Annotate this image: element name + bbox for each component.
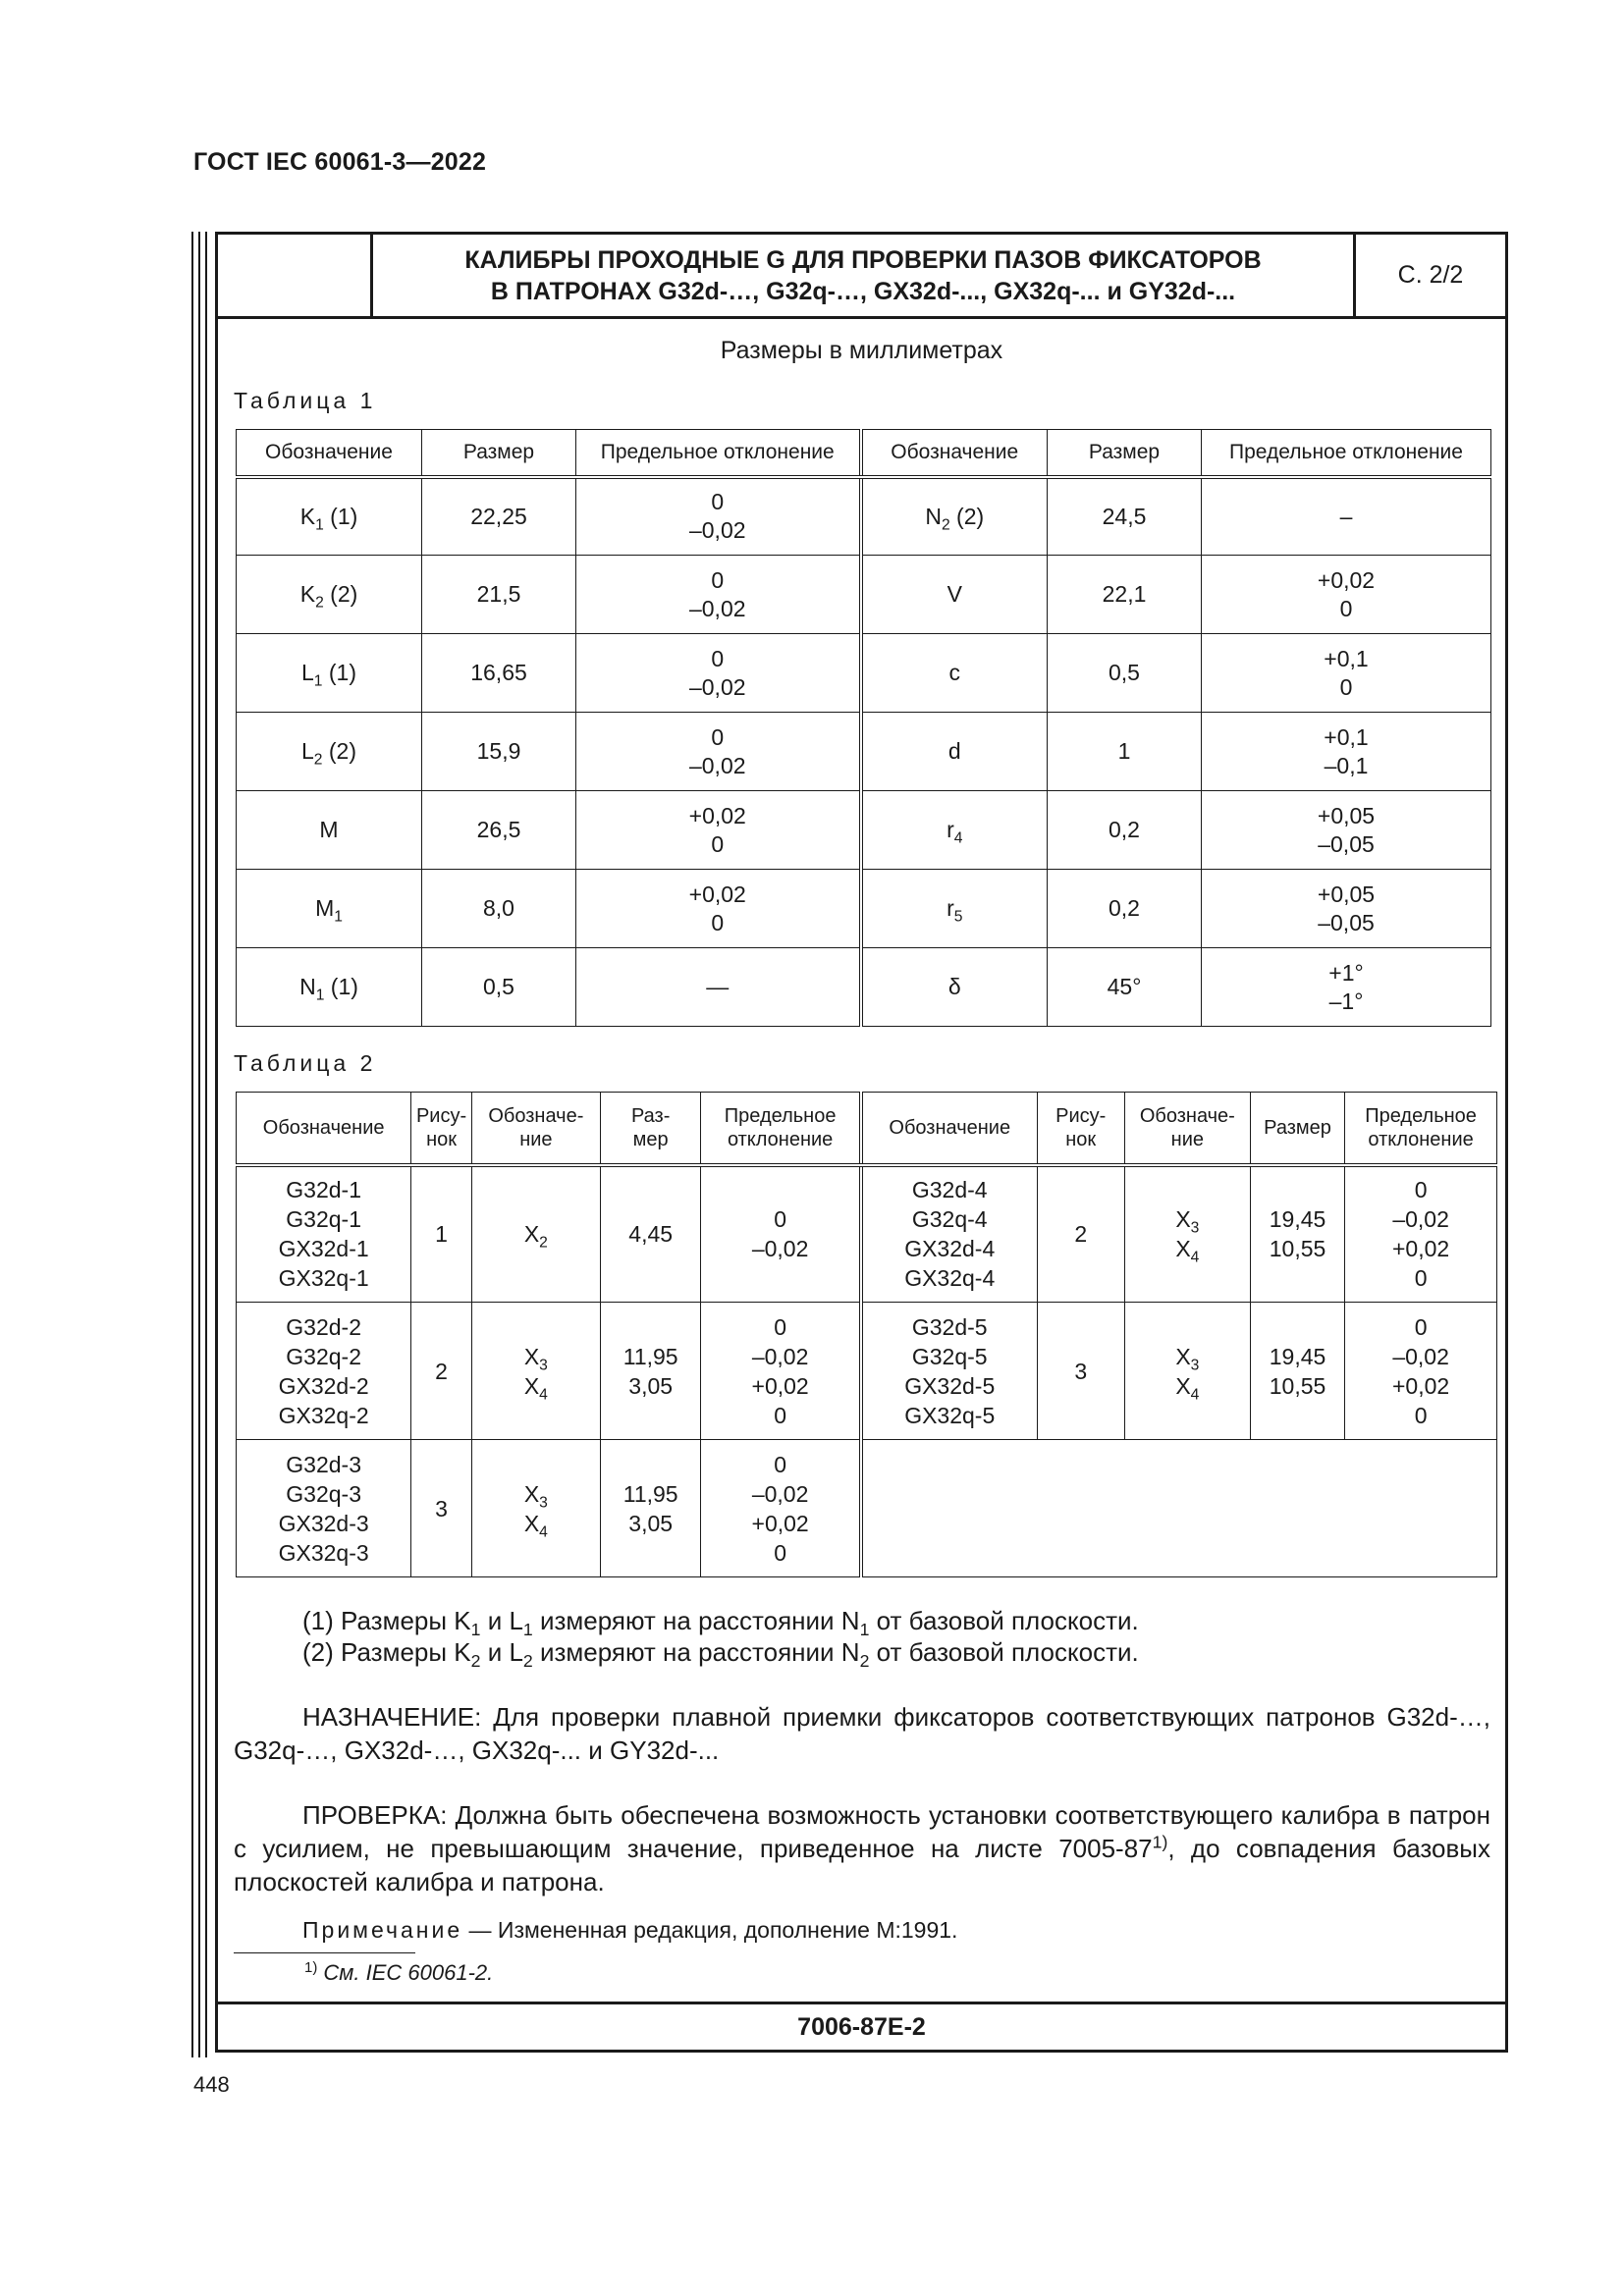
tolerance-value: 0 — [1414, 1177, 1428, 1203]
designation-subscript: 2 — [313, 751, 323, 769]
tolerance-cell — [1202, 713, 1491, 791]
table1-header-designation: Обозначение — [861, 430, 1048, 477]
lamp-type: G32d-3 — [286, 1451, 361, 1477]
designation-text: L — [301, 738, 314, 764]
lamp-types-cell — [861, 1165, 1037, 1303]
designation-suffix: (1) — [322, 660, 356, 685]
size-value: 19,45 — [1269, 1343, 1326, 1369]
lamp-type: G32q-1 — [286, 1206, 361, 1233]
tolerance-value: +0,02 — [688, 802, 746, 828]
remark — [302, 1913, 1490, 1947]
size-cell — [600, 1303, 700, 1440]
tolerance-value: +0,02 — [1391, 1372, 1450, 1399]
size-cell: 16,65 — [422, 634, 576, 713]
tolerance-value: –0,02 — [751, 1236, 809, 1262]
table2-header-size: Размер — [1250, 1093, 1344, 1165]
table2-header-size — [600, 1093, 700, 1165]
size-value: 3,05 — [628, 1372, 674, 1399]
tolerance-value: –0,02 — [751, 1343, 809, 1369]
table2-header-designation: Обозначение — [237, 1093, 411, 1165]
symbol-subscript: 2 — [539, 1234, 548, 1252]
size-cell: 1 — [1048, 713, 1202, 791]
sheet-footer-code: 7006-87E-2 — [218, 2002, 1505, 2050]
symbol-subscript: 4 — [539, 1385, 548, 1403]
designation-suffix: (1) — [323, 503, 358, 529]
designation-cell — [861, 556, 1048, 634]
tolerance-cell — [701, 1165, 861, 1303]
tolerance-cell — [1345, 1303, 1497, 1440]
binding-line — [198, 232, 200, 2057]
footnote-mark: 1) — [304, 1958, 318, 1976]
tolerance-value: –0,02 — [688, 673, 746, 700]
sheet-header — [218, 235, 1505, 319]
table-row — [237, 791, 1491, 870]
designation-text: K — [299, 503, 316, 529]
table1-header-size: Размер — [1048, 430, 1202, 477]
table2-header-symbol-part-1: Обозначе- — [1139, 1104, 1235, 1127]
size-cell: 24,5 — [1048, 477, 1202, 556]
note-2 — [302, 1635, 1490, 1672]
binding-line — [191, 232, 193, 2057]
lamp-types-cell — [237, 1303, 411, 1440]
tolerance-value: 0 — [1414, 1265, 1428, 1292]
designation-text: δ — [947, 974, 961, 999]
table2-header-size-part-2: мер — [632, 1128, 669, 1150]
designation-suffix: (2) — [949, 503, 985, 529]
designation-cell — [861, 948, 1048, 1027]
lamp-types-cell — [861, 1303, 1037, 1440]
table1-body — [237, 477, 1491, 1027]
check-text: ПРОВЕРКА: Должна быть обеспечена возможность установки соответствующего калибра в патрон с усилием, не превышающим значение, приведенное на листе 7005-87 — [234, 1800, 1490, 1863]
figure-cell: 2 — [411, 1303, 471, 1440]
tolerance-cell — [1202, 870, 1491, 948]
lamp-type: G32d-5 — [911, 1313, 988, 1340]
symbol — [472, 1219, 600, 1252]
symbol-base: X — [523, 1221, 540, 1248]
gauge-sheet — [215, 232, 1508, 2053]
remark-text: — Измененная редакция, дополнение M:1991. — [462, 1917, 958, 1943]
note-1-text: от базовой плоскости. — [869, 1606, 1139, 1635]
designation-subscript: 1 — [313, 672, 323, 690]
tolerance-value: –1° — [1328, 988, 1364, 1014]
check-text-tail: , до совпадения базовых плоскостей калибра и патрона. — [234, 1834, 1490, 1896]
tolerance-value: –0,02 — [751, 1480, 809, 1507]
tolerance-value: +0,02 — [1391, 1236, 1450, 1262]
size-cell: 0,5 — [1048, 634, 1202, 713]
lamp-type: GX32d-3 — [278, 1510, 369, 1536]
symbol-cell — [1124, 1165, 1250, 1303]
lamp-type: GX32d-5 — [904, 1372, 996, 1399]
tolerance-cell — [701, 1303, 861, 1440]
table2-header-figure-part-2: нок — [426, 1128, 457, 1150]
tolerance-value: –0,1 — [1324, 752, 1369, 778]
symbol — [472, 1509, 600, 1538]
designation-text: c — [948, 660, 960, 685]
designation-cell — [237, 870, 422, 948]
size-cell — [1250, 1165, 1344, 1303]
note-1-text: и L — [480, 1606, 523, 1635]
designation-subscript: 1 — [315, 516, 324, 534]
tolerance-value: –0,02 — [1392, 1206, 1449, 1233]
size-cell: 8,0 — [422, 870, 576, 948]
table2-header-symbol — [471, 1093, 600, 1165]
tolerance-value: 0 — [1414, 1402, 1428, 1428]
designation-suffix: (1) — [324, 974, 358, 999]
table-row — [237, 634, 1491, 713]
note-1-sub: 1 — [859, 1620, 870, 1640]
tolerance-cell — [576, 870, 861, 948]
designation-cell — [237, 477, 422, 556]
table2-header-tolerance-part-2: отклонение — [1368, 1128, 1474, 1150]
size-cell: 26,5 — [422, 791, 576, 870]
table2 — [236, 1092, 1497, 1577]
table2-header-figure — [1037, 1093, 1124, 1165]
table2-header-designation: Обозначение — [861, 1093, 1037, 1165]
footnote-text: См. IEC 60061-2. — [317, 1960, 494, 1985]
designation-cell — [237, 948, 422, 1027]
lamp-type: GX32q-3 — [278, 1539, 369, 1566]
sheet-label: С. 2/2 — [1397, 261, 1464, 289]
size-cell: 45° — [1048, 948, 1202, 1027]
tolerance-value: +0,1 — [1324, 723, 1369, 750]
symbol-cell — [471, 1165, 600, 1303]
lamp-type: G32q-4 — [911, 1206, 988, 1233]
designation-subscript: 1 — [315, 987, 325, 1004]
lamp-type: G32q-2 — [286, 1343, 361, 1369]
footnote-ref: 1) — [1152, 1832, 1168, 1852]
tolerance-cell — [576, 713, 861, 791]
tolerance-value: 0 — [1414, 1313, 1428, 1340]
symbol-base: X — [523, 1480, 540, 1507]
symbol-base: X — [1175, 1206, 1191, 1233]
tolerance-value: –0,02 — [1392, 1343, 1449, 1369]
designation-subscript: 2 — [941, 516, 950, 534]
figure-cell: 1 — [411, 1165, 471, 1303]
tolerance-cell — [1202, 477, 1491, 556]
table1-header-size: Размер — [422, 430, 576, 477]
tolerance-value: +0,02 — [1317, 566, 1376, 593]
remark-label: Примечание — [302, 1917, 463, 1943]
figure-cell: 2 — [1037, 1165, 1124, 1303]
table-row — [237, 477, 1491, 556]
designation-text: r — [947, 817, 954, 842]
tolerance-value: +0,05 — [1317, 802, 1376, 828]
table1 — [236, 429, 1491, 1027]
designation-text: K — [299, 581, 316, 607]
tolerance-value: +0,02 — [751, 1372, 809, 1399]
table2-header-tolerance — [1345, 1093, 1497, 1165]
tolerance-value: –0,05 — [1318, 909, 1375, 935]
symbol-base: X — [1175, 1236, 1191, 1262]
designation-subscript: 2 — [315, 594, 324, 612]
tolerance-value: +0,02 — [751, 1510, 809, 1536]
designation-cell — [861, 634, 1048, 713]
tolerance-value: –0,02 — [688, 752, 746, 778]
size-cell — [600, 1165, 700, 1303]
size-value: 11,95 — [622, 1480, 678, 1507]
note-2-text: и L — [480, 1637, 523, 1667]
table2-header-symbol-part-2: ние — [519, 1128, 553, 1150]
tolerance-value: 0 — [774, 1539, 787, 1566]
lamp-type: GX32d-4 — [904, 1236, 996, 1262]
symbol — [472, 1479, 600, 1509]
designation-text: r — [947, 895, 954, 921]
designation-text: M — [319, 817, 339, 842]
table-row — [237, 1303, 1497, 1440]
table2-header-row — [237, 1093, 1497, 1165]
table1-header-tolerance: Предельное отклонение — [576, 430, 861, 477]
designation-cell — [861, 477, 1048, 556]
lamp-type: G32d-1 — [286, 1177, 361, 1203]
table1-caption: Таблица 1 — [234, 388, 377, 413]
size-cell: 0,5 — [422, 948, 576, 1027]
tolerance-value: +0,02 — [688, 881, 746, 907]
tolerance-cell — [576, 791, 861, 870]
note-2-sub: 2 — [859, 1651, 870, 1672]
size-cell: 22,1 — [1048, 556, 1202, 634]
table2-header-symbol-part-2: ние — [1170, 1128, 1204, 1150]
table2-header-symbol — [1124, 1093, 1250, 1165]
symbol-base: X — [523, 1372, 540, 1399]
note-2-text: от базовой плоскости. — [869, 1637, 1139, 1667]
symbol — [1125, 1342, 1250, 1371]
size-cell: 21,5 — [422, 556, 576, 634]
designation-subscript: 5 — [953, 908, 963, 926]
lamp-type: G32q-3 — [286, 1480, 361, 1507]
designation-text: N — [299, 974, 316, 999]
table2-header-tolerance-part-2: отклонение — [727, 1128, 834, 1150]
document-code: ГОСТ IEC 60061-3—2022 — [193, 148, 487, 176]
table1-header-row — [237, 430, 1491, 477]
size-cell — [600, 1440, 700, 1577]
purpose-paragraph: НАЗНАЧЕНИЕ: Для проверки плавной приемки фиксаторов соответствующих патронов G32d-…, G32q-…, GX32d-…, GX32q-... и GY32d-... — [234, 1702, 1490, 1765]
footnote — [304, 1960, 493, 1986]
symbol-subscript: 3 — [1190, 1356, 1200, 1373]
symbol — [472, 1371, 600, 1401]
designation-cell — [237, 713, 422, 791]
table-row — [237, 556, 1491, 634]
tolerance-value: 0 — [774, 1451, 787, 1477]
designation-cell — [861, 870, 1048, 948]
symbol — [1125, 1204, 1250, 1237]
tolerance-cell — [1345, 1165, 1497, 1303]
page-number: 448 — [193, 2072, 230, 2097]
tolerance-value: 0 — [774, 1206, 787, 1233]
symbol-subscript: 4 — [539, 1522, 548, 1540]
designation-cell — [861, 713, 1048, 791]
designation-subscript: 1 — [334, 908, 343, 926]
sheet-title — [373, 235, 1356, 316]
tolerance-value: 0 — [711, 909, 725, 935]
note-2-text: измеряют на расстоянии N — [532, 1637, 860, 1667]
symbol-cell — [471, 1440, 600, 1577]
check-paragraph — [234, 1798, 1490, 1898]
lamp-type: G32d-4 — [911, 1177, 988, 1203]
size-cell: 0,2 — [1048, 870, 1202, 948]
note-2-sub: 2 — [470, 1651, 481, 1672]
designation-cell — [861, 791, 1048, 870]
symbol-subscript: 3 — [539, 1356, 548, 1373]
tolerance-cell — [576, 948, 861, 1027]
size-cell: 22,25 — [422, 477, 576, 556]
table2-header-tolerance — [701, 1093, 861, 1165]
size-value: 19,45 — [1269, 1206, 1326, 1233]
footnote-rule — [234, 1952, 415, 1953]
tolerance-cell — [1202, 634, 1491, 713]
lamp-type: GX32d-1 — [278, 1236, 369, 1262]
symbol-base: X — [1175, 1372, 1191, 1399]
table2-header-size-part-1: Раз- — [630, 1104, 671, 1127]
tolerance-value: +0,05 — [1317, 881, 1376, 907]
table2-header-symbol-part-1: Обозначе- — [488, 1104, 584, 1127]
symbol-cell — [1124, 1303, 1250, 1440]
size-value: 4,45 — [628, 1221, 674, 1248]
designation-text: M — [315, 895, 335, 921]
tolerance-value: 0 — [774, 1402, 787, 1428]
table1-header-designation: Обозначение — [237, 430, 422, 477]
table-row — [237, 713, 1491, 791]
tolerance-value: –0,05 — [1318, 830, 1375, 857]
table-row — [237, 1165, 1497, 1303]
figure-cell: 3 — [411, 1440, 471, 1577]
tolerance-cell — [1202, 556, 1491, 634]
note-1 — [302, 1604, 1490, 1640]
table2-header-figure — [411, 1093, 471, 1165]
tolerance-cell — [1202, 948, 1491, 1027]
tolerance-value: 0 — [1339, 595, 1353, 621]
lamp-type: G32d-2 — [286, 1313, 361, 1340]
header-blank-cell — [218, 235, 373, 316]
symbol-subscript: 4 — [1190, 1385, 1200, 1403]
tolerance-value: +0,1 — [1324, 645, 1369, 671]
sheet-title-line-2: В ПАТРОНАХ G32d-…, G32q-…, GX32d-..., GX32q-... и GY32d-... — [490, 277, 1236, 305]
tolerance-value: 0 — [711, 723, 725, 750]
lamp-type: GX32q-2 — [278, 1402, 369, 1428]
size-value: 11,95 — [622, 1343, 678, 1369]
table2-header-figure-part-1: Рису- — [415, 1104, 467, 1127]
lamp-types-cell — [237, 1165, 411, 1303]
note-2-sub: 2 — [522, 1651, 533, 1672]
tolerance-cell — [576, 477, 861, 556]
figure-cell: 3 — [1037, 1303, 1124, 1440]
symbol — [1125, 1371, 1250, 1401]
lamp-type: G32q-5 — [911, 1343, 988, 1369]
sheet-title-line-1: КАЛИБРЫ ПРОХОДНЫЕ G ДЛЯ ПРОВЕРКИ ПАЗОВ ФИКСАТОРОВ — [464, 245, 1262, 274]
designation-text: L — [301, 660, 314, 685]
table2-header-tolerance-part-1: Предельное — [1365, 1104, 1477, 1127]
designation-subscript: 4 — [953, 829, 963, 847]
tolerance-value: – — [1339, 503, 1353, 529]
note-2-text: (2) Размеры K — [302, 1637, 471, 1667]
size-cell: 15,9 — [422, 713, 576, 791]
tolerance-value: 0 — [711, 566, 725, 593]
tolerance-value: 0 — [1339, 673, 1353, 700]
tolerance-cell — [701, 1440, 861, 1577]
tolerance-value: 0 — [774, 1313, 787, 1340]
note-1-text: измеряют на расстоянии N — [532, 1606, 860, 1635]
table2-body — [237, 1165, 1497, 1577]
table-row — [237, 1440, 1497, 1577]
table2-header-figure-part-1: Рису- — [1055, 1104, 1107, 1127]
empty-cell — [861, 1440, 1497, 1577]
tolerance-value: –0,02 — [688, 517, 746, 544]
designation-cell — [237, 634, 422, 713]
lamp-type: GX32q-4 — [904, 1265, 996, 1292]
table2-header-tolerance-part-1: Предельное — [724, 1104, 837, 1127]
designation-cell — [237, 556, 422, 634]
designation-text: V — [947, 581, 962, 607]
lamp-type: GX32d-2 — [278, 1372, 369, 1399]
note-1-text: (1) Размеры K — [302, 1606, 471, 1635]
units-note: Размеры в миллиметрах — [720, 337, 1003, 364]
designation-suffix: (2) — [322, 738, 356, 764]
binding-line — [205, 232, 207, 2057]
size-cell: 0,2 — [1048, 791, 1202, 870]
table-row — [237, 948, 1491, 1027]
table-row — [237, 870, 1491, 948]
table2-caption: Таблица 2 — [234, 1050, 377, 1076]
lamp-types-cell — [237, 1440, 411, 1577]
size-cell — [1250, 1303, 1344, 1440]
designation-text: d — [947, 738, 961, 764]
symbol-subscript: 3 — [1190, 1219, 1200, 1237]
symbol-subscript: 3 — [539, 1493, 548, 1511]
size-value: 10,55 — [1269, 1236, 1326, 1262]
size-value: 10,55 — [1269, 1372, 1326, 1399]
symbol-base: X — [1175, 1343, 1191, 1369]
designation-suffix: (2) — [323, 581, 358, 607]
note-1-sub: 1 — [522, 1620, 533, 1640]
lamp-type: GX32q-5 — [904, 1402, 996, 1428]
symbol-base: X — [523, 1510, 540, 1536]
tolerance-cell — [1202, 791, 1491, 870]
table2-header-figure-part-2: нок — [1065, 1128, 1097, 1150]
symbol-subscript: 4 — [1190, 1249, 1200, 1266]
symbol — [1125, 1234, 1250, 1266]
tolerance-value: 0 — [711, 830, 725, 857]
designation-text: N — [925, 503, 942, 529]
tolerance-value: 0 — [711, 645, 725, 671]
lamp-type: GX32q-1 — [278, 1265, 369, 1292]
symbol-cell — [471, 1303, 600, 1440]
tolerance-value: — — [706, 974, 730, 999]
tolerance-value: +1° — [1328, 959, 1364, 986]
symbol-base: X — [523, 1343, 540, 1369]
note-1-sub: 1 — [470, 1620, 481, 1640]
table1-header-tolerance: Предельное отклонение — [1202, 430, 1491, 477]
size-value: 3,05 — [628, 1510, 674, 1536]
tolerance-cell — [576, 634, 861, 713]
symbol — [472, 1342, 600, 1371]
tolerance-cell — [576, 556, 861, 634]
tolerance-value: –0,02 — [688, 595, 746, 621]
tolerance-value: 0 — [711, 489, 725, 515]
designation-cell — [237, 791, 422, 870]
